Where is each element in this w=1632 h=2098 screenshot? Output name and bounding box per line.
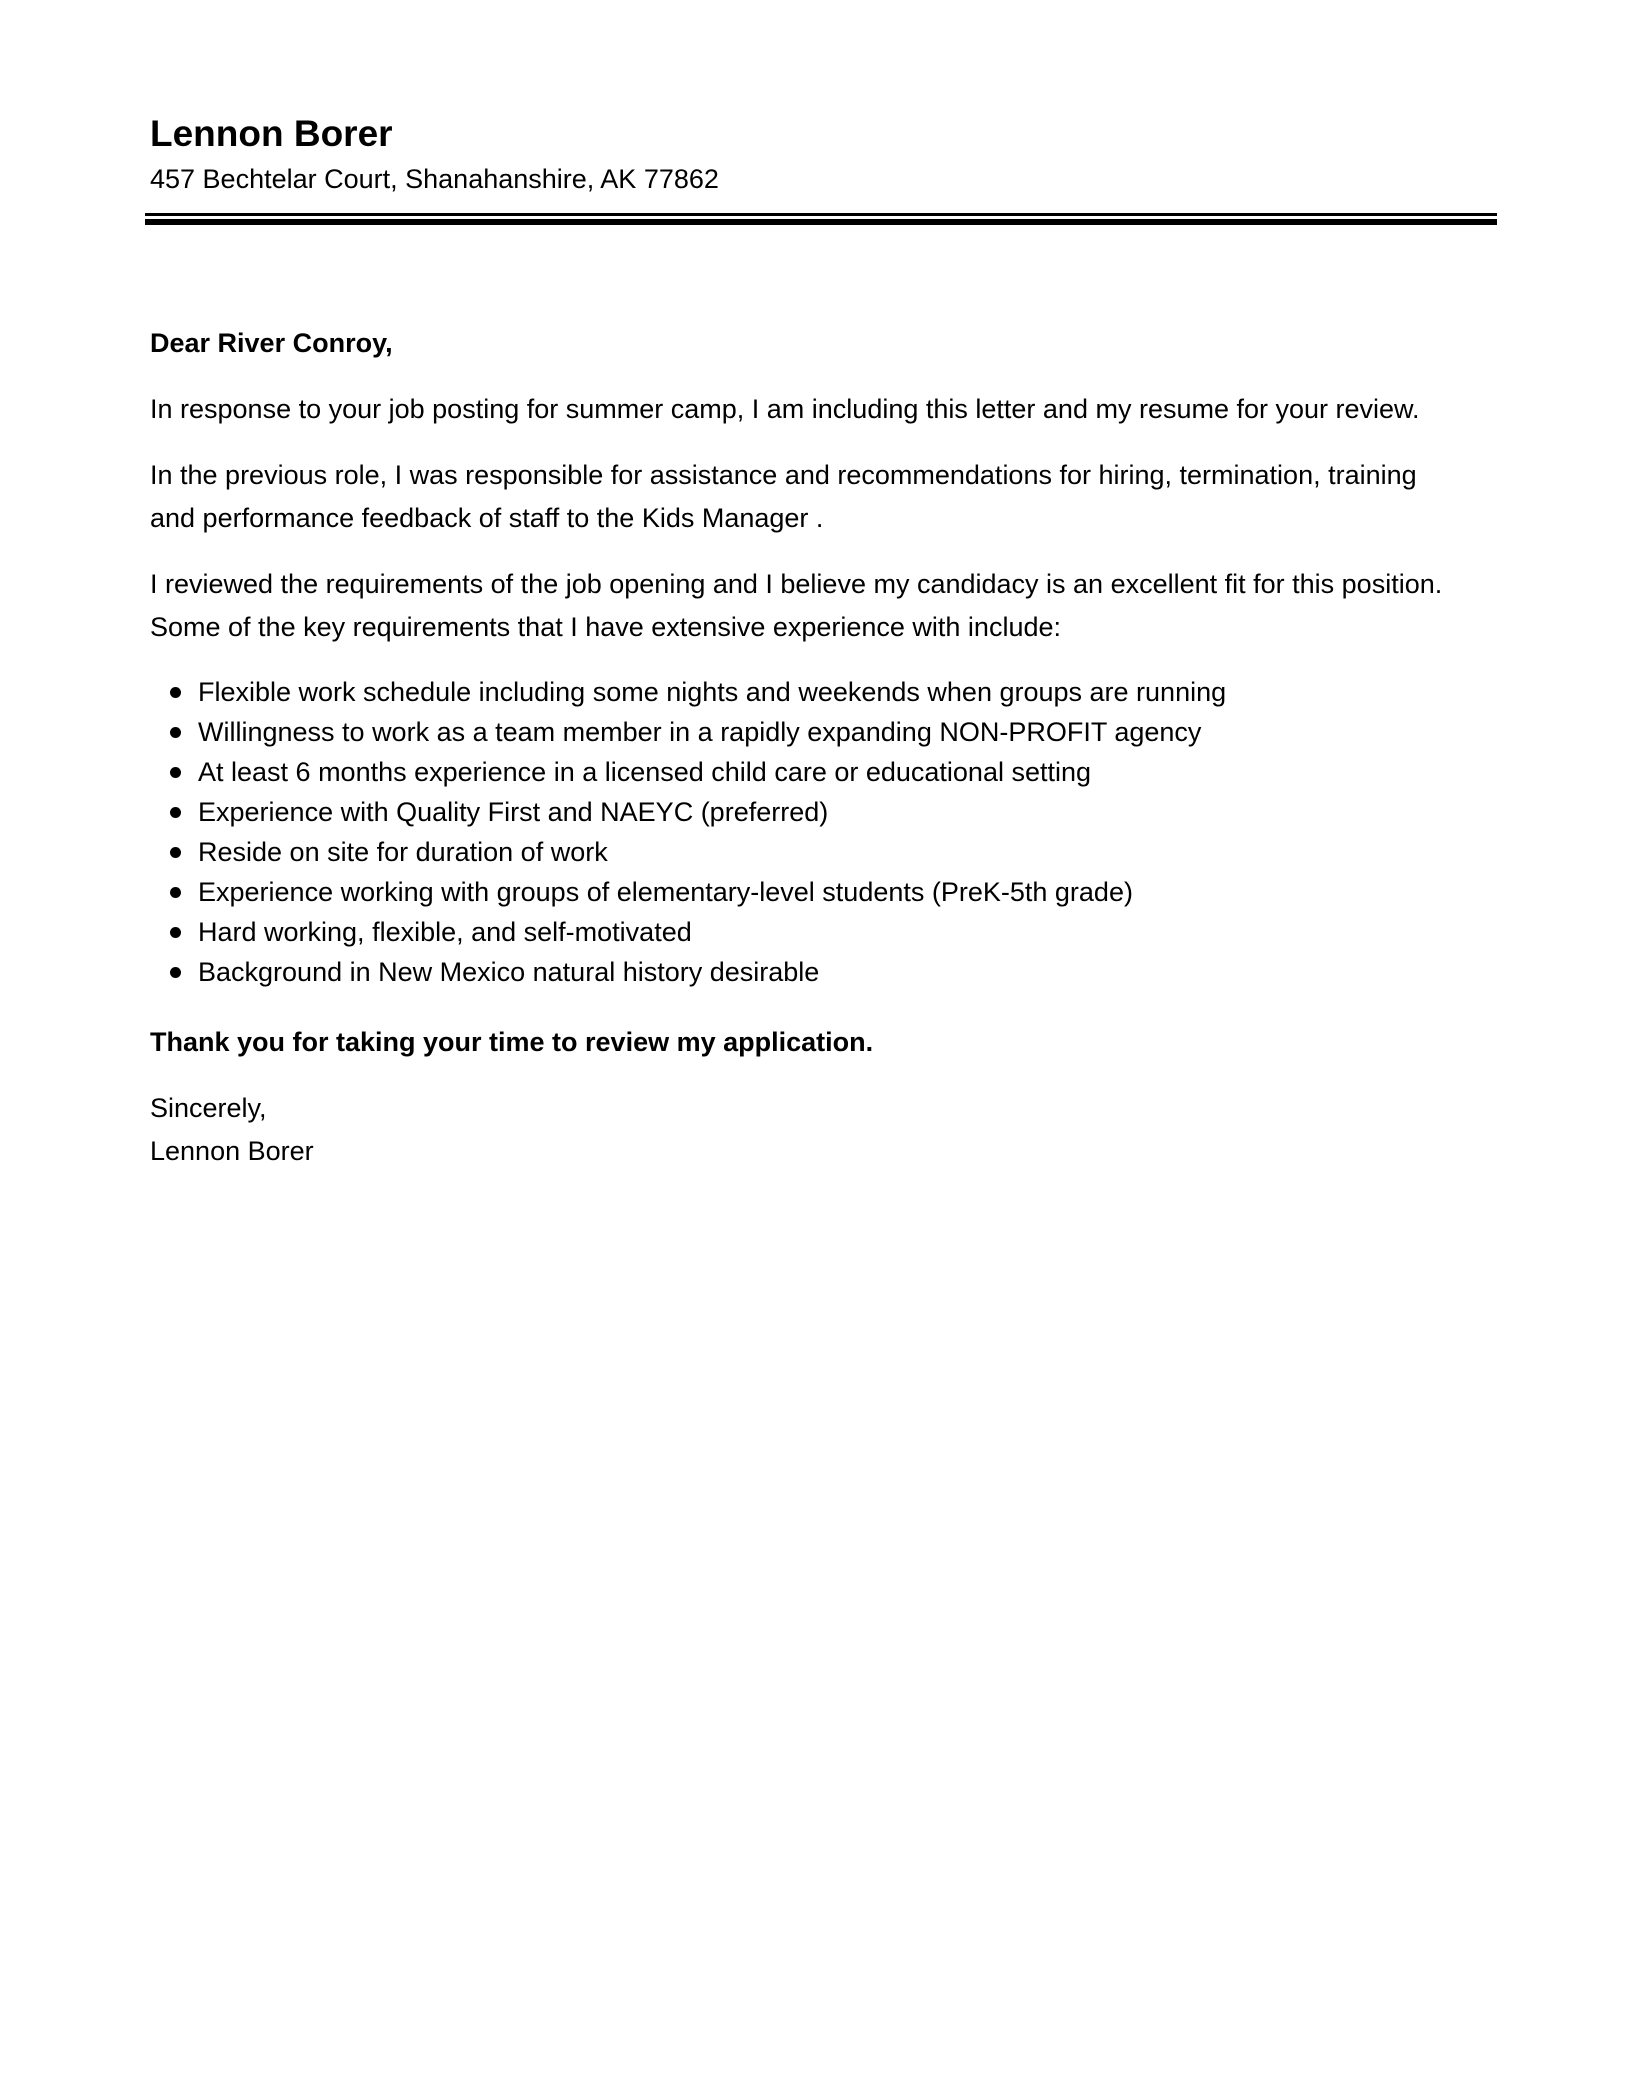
salutation: Dear River Conroy, [150, 328, 393, 358]
paragraph-requirements-intro: I reviewed the requirements of the job opening and I believe my candidacy is an excellent fit for this position. Some of the key requirements that I have extensive experience with include: [150, 569, 1443, 642]
list-item-text: At least 6 months experience in a licensed child care or educational setting [198, 757, 1092, 787]
paragraph-intro: In response to your job posting for summer camp, I am including this letter and my resume for your review. [150, 394, 1420, 424]
sender-address: 457 Bechtelar Court, Shanahanshire, AK 77862 [150, 164, 719, 194]
bullet-icon [170, 887, 181, 898]
signoff: Sincerely, [150, 1093, 267, 1123]
letterhead [150, 108, 1490, 198]
list-item-text: Flexible work schedule including some nights and weekends when groups are running [198, 677, 1227, 707]
sender-name: Lennon Borer [150, 113, 393, 154]
bullet-icon [170, 687, 181, 698]
bullet-icon [170, 967, 181, 978]
list-item-text: Experience with Quality First and NAEYC (preferred) [198, 797, 829, 827]
list-item [150, 912, 1450, 952]
list-item-text: Reside on site for duration of work [198, 837, 608, 867]
letter-body [150, 322, 1450, 1173]
bullet-icon [170, 727, 181, 738]
list-item [150, 832, 1450, 872]
closing-line: Thank you for taking your time to review my application. [150, 1027, 874, 1057]
divider-thick-line [145, 219, 1497, 225]
list-item [150, 872, 1450, 912]
list-item [150, 712, 1450, 752]
paragraph-previous-role: In the previous role, I was responsible for assistance and recommendations for hiring, termination, training and performance feedback of staff to the Kids Manager . [150, 460, 1417, 533]
list-item [150, 952, 1450, 992]
list-item [150, 672, 1450, 712]
list-item [150, 752, 1450, 792]
list-item-text: Background in New Mexico natural history desirable [198, 957, 820, 987]
bullet-icon [170, 927, 181, 938]
list-item-text: Experience working with groups of elementary-level students (PreK-5th grade) [198, 877, 1133, 907]
list-item-text: Hard working, flexible, and self-motivated [198, 917, 692, 947]
list-item [150, 792, 1450, 832]
list-item-text: Willingness to work as a team member in a rapidly expanding NON-PROFIT agency [198, 717, 1202, 747]
bullet-icon [170, 847, 181, 858]
requirements-list [150, 672, 1450, 992]
header-divider [145, 213, 1497, 225]
bullet-icon [170, 807, 181, 818]
signature-name: Lennon Borer [150, 1136, 314, 1166]
bullet-icon [170, 767, 181, 778]
